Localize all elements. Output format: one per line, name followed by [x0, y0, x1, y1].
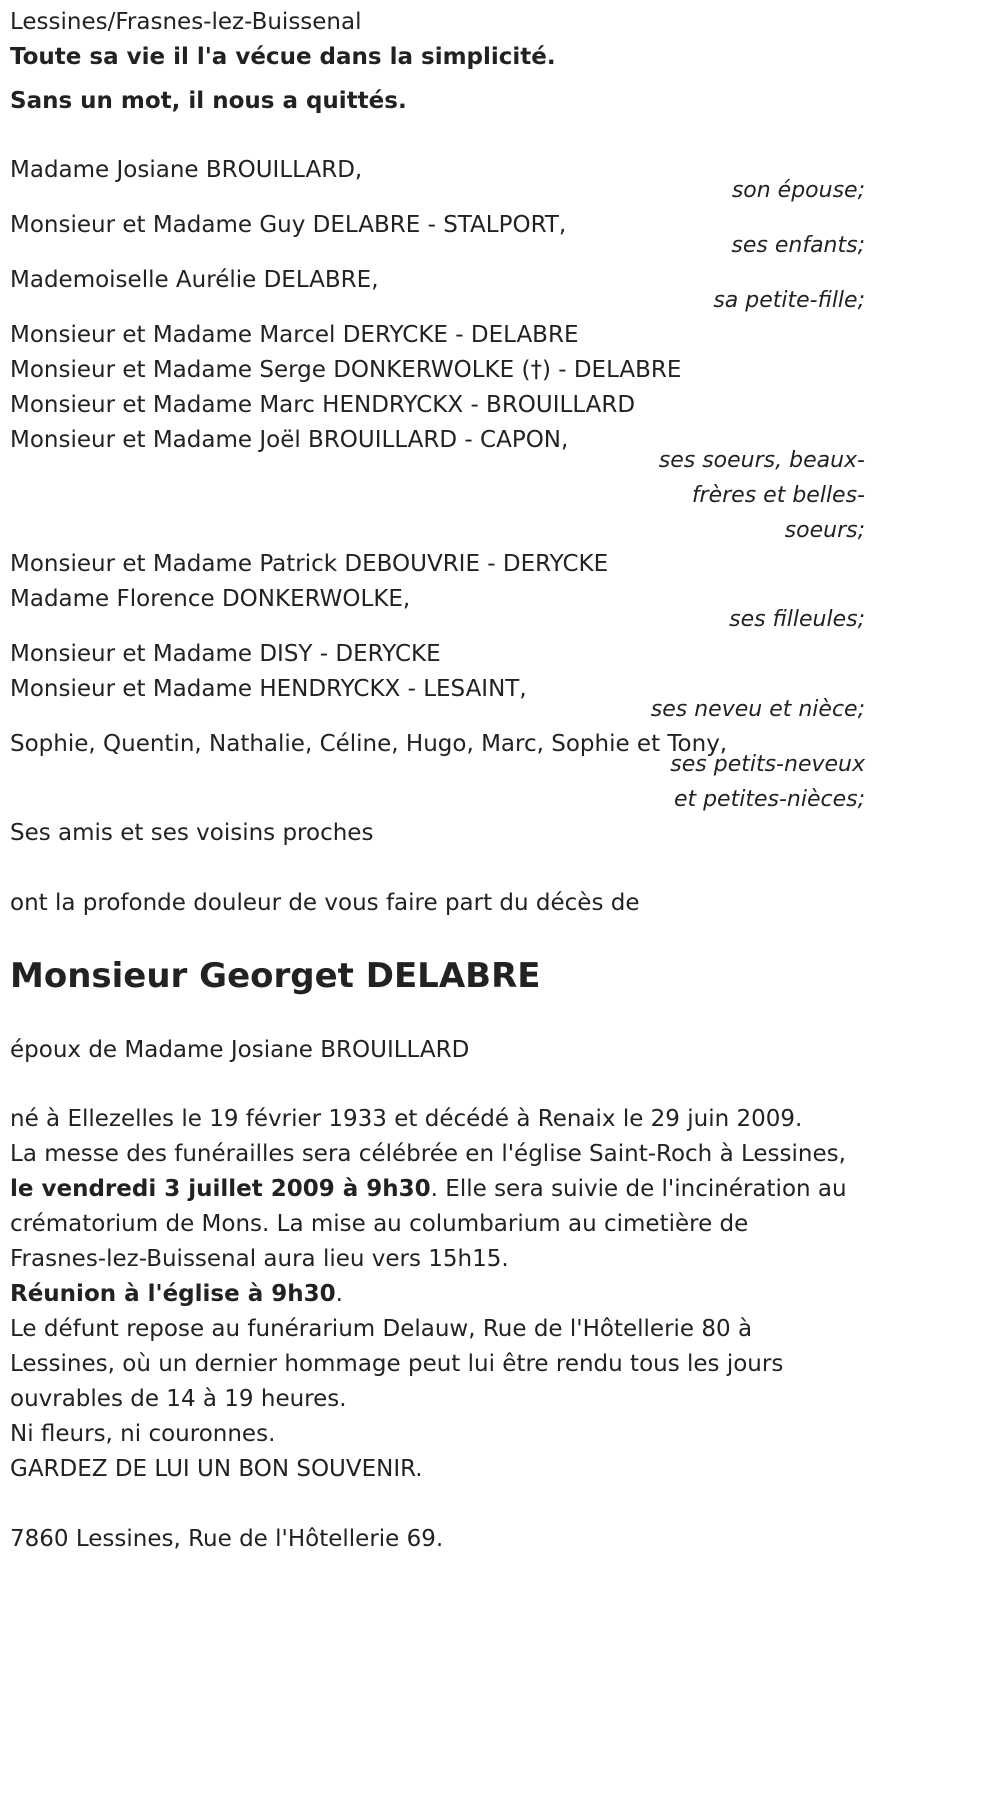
frasnes-line: Frasnes-lez-Buissenal aura lieu vers 15h15.	[10, 1246, 509, 1272]
family-member: Madame Florence DONKERWOLKE,	[10, 586, 411, 612]
address-line: 7860 Lessines, Rue de l'Hôtellerie 69.	[10, 1526, 444, 1552]
family-member: Monsieur et Madame Marc HENDRYCKX - BROUILLARD	[10, 392, 636, 418]
family-member: Monsieur et Madame HENDRYCKX - LESAINT,	[10, 676, 527, 702]
mass-line: La messe des funérailles sera célébrée en l'église Saint-Roch à Lessines,	[10, 1141, 846, 1167]
birth-death-line: né à Ellezelles le 19 février 1933 et décédé à Renaix le 29 juin 2009.	[10, 1106, 803, 1132]
repose-line-2: Lessines, où un dernier hommage peut lui être rendu tous les jours	[10, 1351, 784, 1377]
quote-line-1: Toute sa vie il l'a vécue dans la simplicité.	[10, 44, 556, 70]
relation-label: ses enfants;	[731, 233, 865, 258]
family-member: Monsieur et Madame DISY - DERYCKE	[10, 641, 441, 667]
deceased-name: Monsieur Georget DELABRE	[10, 956, 541, 996]
family-member: Mademoiselle Aurélie DELABRE,	[10, 267, 379, 293]
souvenir-line: GARDEZ DE LUI UN BON SOUVENIR.	[10, 1456, 423, 1482]
family-member: Ses amis et ses voisins proches	[10, 820, 374, 846]
relation-label: sa petite-fille;	[713, 288, 865, 313]
relation-label: ses petits-neveux et petites-nièces;	[670, 752, 865, 812]
family-member: Monsieur et Madame Guy DELABRE - STALPORT,	[10, 212, 567, 238]
flowers-line: Ni fleurs, ni couronnes.	[10, 1421, 276, 1447]
family-member: Monsieur et Madame Serge DONKERWOLKE (†) - DELABRE	[10, 357, 682, 383]
mass-date-rest: . Elle sera suivie de l'incinération au	[430, 1176, 847, 1202]
relation-label: ses neveu et nièce;	[650, 697, 865, 722]
reunion-line	[10, 1277, 860, 1312]
announcement-line: ont la profonde douleur de vous faire part du décès de	[10, 890, 640, 916]
family-member: Madame Josiane BROUILLARD,	[10, 157, 363, 183]
relation-label: ses filleules;	[729, 607, 865, 632]
relation-label: ses soeurs, beaux-frères et belles-soeurs;	[658, 448, 865, 543]
reunion-rest: .	[335, 1281, 343, 1307]
family-member: Sophie, Quentin, Nathalie, Céline, Hugo, Marc, Sophie et Tony,	[10, 731, 728, 757]
crematorium-line: crématorium de Mons. La mise au columbarium au cimetière de	[10, 1211, 749, 1237]
repose-line-1: Le défunt repose au funérarium Delauw, Rue de l'Hôtellerie 80 à	[10, 1316, 753, 1342]
family-member: Monsieur et Madame Marcel DERYCKE - DELABRE	[10, 322, 579, 348]
family-member: Monsieur et Madame Joël BROUILLARD - CAPON,	[10, 427, 569, 453]
mass-date-line	[10, 1172, 860, 1207]
location-line: Lessines/Frasnes-lez-Buissenal	[10, 9, 362, 35]
reunion-bold: Réunion à l'église à 9h30	[10, 1281, 336, 1307]
repose-line-3: ouvrables de 14 à 19 heures.	[10, 1386, 347, 1412]
family-member: Monsieur et Madame Patrick DEBOUVRIE - DERYCKE	[10, 551, 609, 577]
mass-date: le vendredi 3 juillet 2009 à 9h30	[10, 1176, 431, 1202]
spouse-line: époux de Madame Josiane BROUILLARD	[10, 1037, 470, 1063]
funeral-details	[10, 1102, 860, 1487]
relation-label: son épouse;	[731, 178, 865, 203]
quote-line-2: Sans un mot, il nous a quittés.	[10, 88, 407, 114]
